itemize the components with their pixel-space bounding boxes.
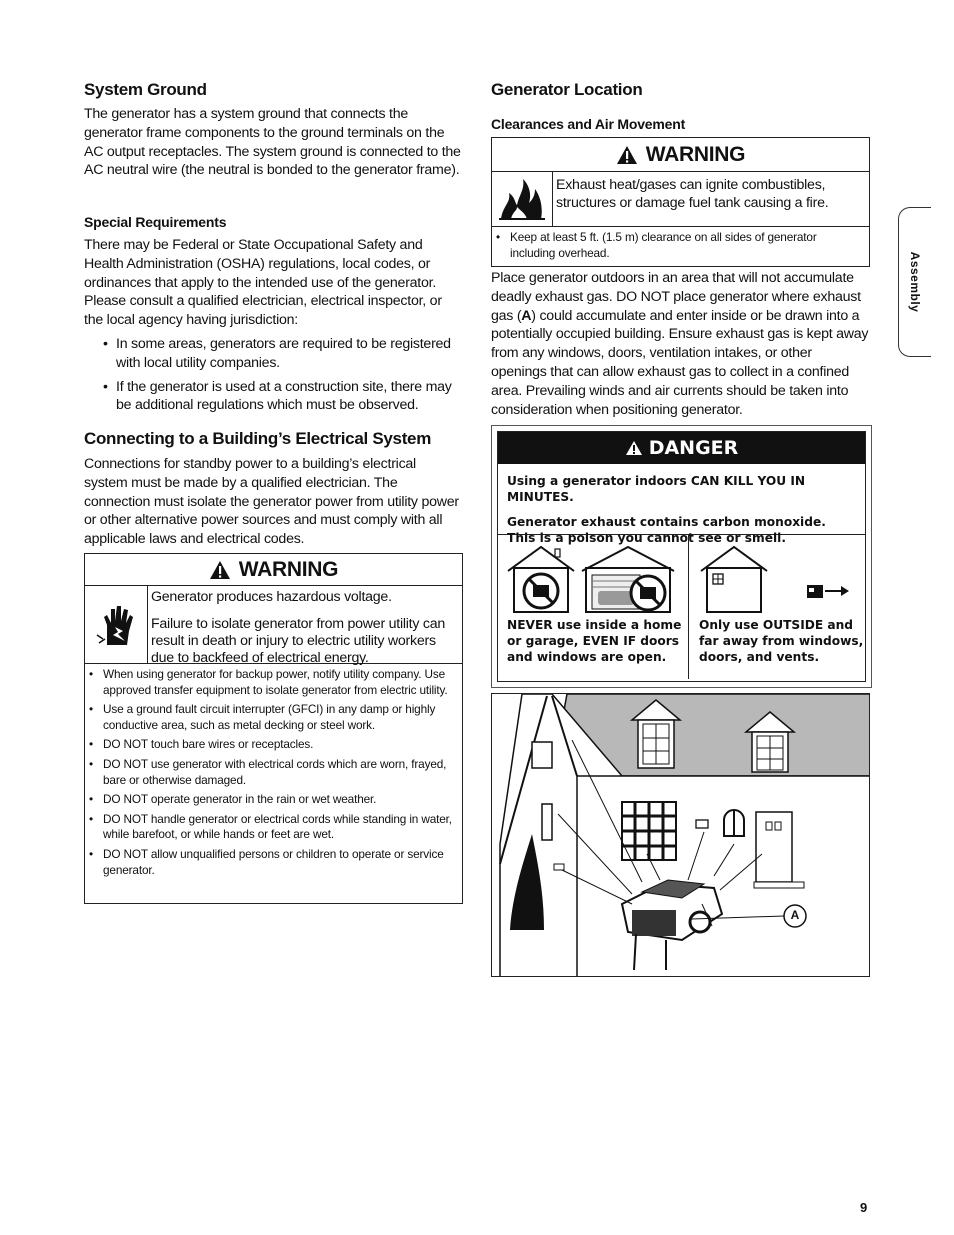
warning-title: WARNING xyxy=(238,557,339,581)
list-item: • DO NOT operate generator in the rain or wet weather. xyxy=(85,792,456,808)
warning-triangle-icon xyxy=(616,145,638,165)
list-item: • Use a ground fault circuit interrupter (GFCI) in any damp or highly conductive area, such as metal decking or steel work. xyxy=(85,702,456,733)
special-requirements-heading: Special Requirements xyxy=(84,214,227,230)
fire-icon xyxy=(492,172,553,226)
warning-triangle-icon xyxy=(209,560,231,580)
danger-title: DANGER xyxy=(648,437,739,459)
generator-location-heading: Generator Location xyxy=(491,80,643,99)
warning-title: WARNING xyxy=(645,142,746,166)
danger-header xyxy=(498,432,865,464)
list-item: • DO NOT handle generator or electrical cords while standing in water, while barefoot, or while hands or feet are wet. xyxy=(85,812,456,843)
system-ground-heading: System Ground xyxy=(84,80,207,99)
danger-line2: Generator exhaust contains carbon monoxide. This is a poison you cannot see or smell. xyxy=(507,515,826,545)
danger-triangle-icon xyxy=(625,440,643,456)
section-tab-label: Assembly xyxy=(908,251,922,313)
list-item: • If the generator is used at a construction site, there may be additional regulations which must be observed. xyxy=(84,378,464,416)
list-item: • DO NOT use generator with electrical cords which are worn, frayed, bare or otherwise damaged. xyxy=(85,757,456,788)
list-item: • When using generator for backup power, notify utility company. Use approved transfer equipment to isolate generator from electric utility. xyxy=(85,667,456,698)
system-ground-body: The generator has a system ground that connects the generator frame components to the ground terminals on the AC output receptacles. The system ground is connected to the AC neutral wire (the neutral is bonded to the generator frame). xyxy=(84,106,461,179)
list-item: • In some areas, generators are required to be registered with local utility companies. xyxy=(84,335,464,373)
special-requirements-body: There may be Federal or State Occupational Safety and Health Administration (OSHA) regulations, local codes, or ordinances that apply to the intended use of the generator. Please consult a qualified electrician, electrical inspector, or the local agency having jurisdiction: xyxy=(84,237,442,329)
list-item: • DO NOT allow unqualified persons or children to operate or service generator. xyxy=(85,847,456,878)
section-tab xyxy=(898,207,931,357)
location-body: Place generator outdoors in an area that will not accumulate deadly exhaust gas. DO NOT place generator where exhaust gas (A) could accumulate and enter inside or be drawn into a potentially occupied building. Ensure exhaust gas is kept away from any windows, doors, ventilation intakes, or other openings that can allow exhaust gas to collect in a confined area. Prevailing winds and air currents should be taken into consideration when positioning generator. xyxy=(491,270,869,418)
danger-box xyxy=(491,425,872,688)
page-number: 9 xyxy=(860,1200,868,1215)
house-clearance-illustration xyxy=(491,693,870,977)
label-a-ref: A xyxy=(521,307,532,324)
building-body: Connections for standby power to a building’s electrical system must be made by a qualified electrician. The connection must isolate the generator power from utility power or other alternative power sources and must comply with all applicable laws and electrical codes. xyxy=(84,456,459,548)
warning-header xyxy=(85,554,462,586)
list-item: • Keep at least 5 ft. (1.5 m) clearance on all sides of generator including overhead. xyxy=(492,230,863,261)
generator-outside-icon xyxy=(699,541,859,613)
building-heading: Connecting to a Building’s Electrical System xyxy=(84,429,432,448)
danger-right-caption: Only use OUTSIDE and far away from windows, doors, and vents. xyxy=(699,618,864,664)
electric-shock-hand-icon xyxy=(85,586,148,663)
danger-never-panel xyxy=(498,535,689,679)
warning-bullets xyxy=(85,664,462,878)
danger-line1: Using a generator indoors CAN KILL YOU IN MINUTES. xyxy=(507,474,806,504)
warning-header xyxy=(492,138,869,172)
special-requirements-list xyxy=(84,335,464,420)
danger-left-caption: NEVER use inside a home or garage, EVEN IF doors and windows are open. xyxy=(507,618,682,664)
warning-line1: Generator produces hazardous voltage. xyxy=(151,589,392,605)
warning-hazard-row xyxy=(492,172,869,227)
fire-warning-text: Exhaust heat/gases can ignite combustibles, structures or damage fuel tank causing a fire. xyxy=(556,177,829,211)
warning-hazard-row xyxy=(85,586,462,667)
fire-warning-box xyxy=(491,137,870,267)
list-item: • DO NOT touch bare wires or receptacles. xyxy=(85,737,456,753)
label-a: A xyxy=(790,908,800,922)
warning-line2: Failure to isolate generator from power utility can result in death or injury to electric utility workers due to backfeed of electrical energy. xyxy=(151,615,445,667)
no-generator-indoors-icon xyxy=(506,541,678,613)
electrical-warning-box xyxy=(84,553,463,904)
warning-bullets xyxy=(492,227,869,261)
house-generator-illustration xyxy=(492,694,870,977)
clearances-heading: Clearances and Air Movement xyxy=(491,116,686,132)
danger-outside-panel xyxy=(689,535,865,679)
